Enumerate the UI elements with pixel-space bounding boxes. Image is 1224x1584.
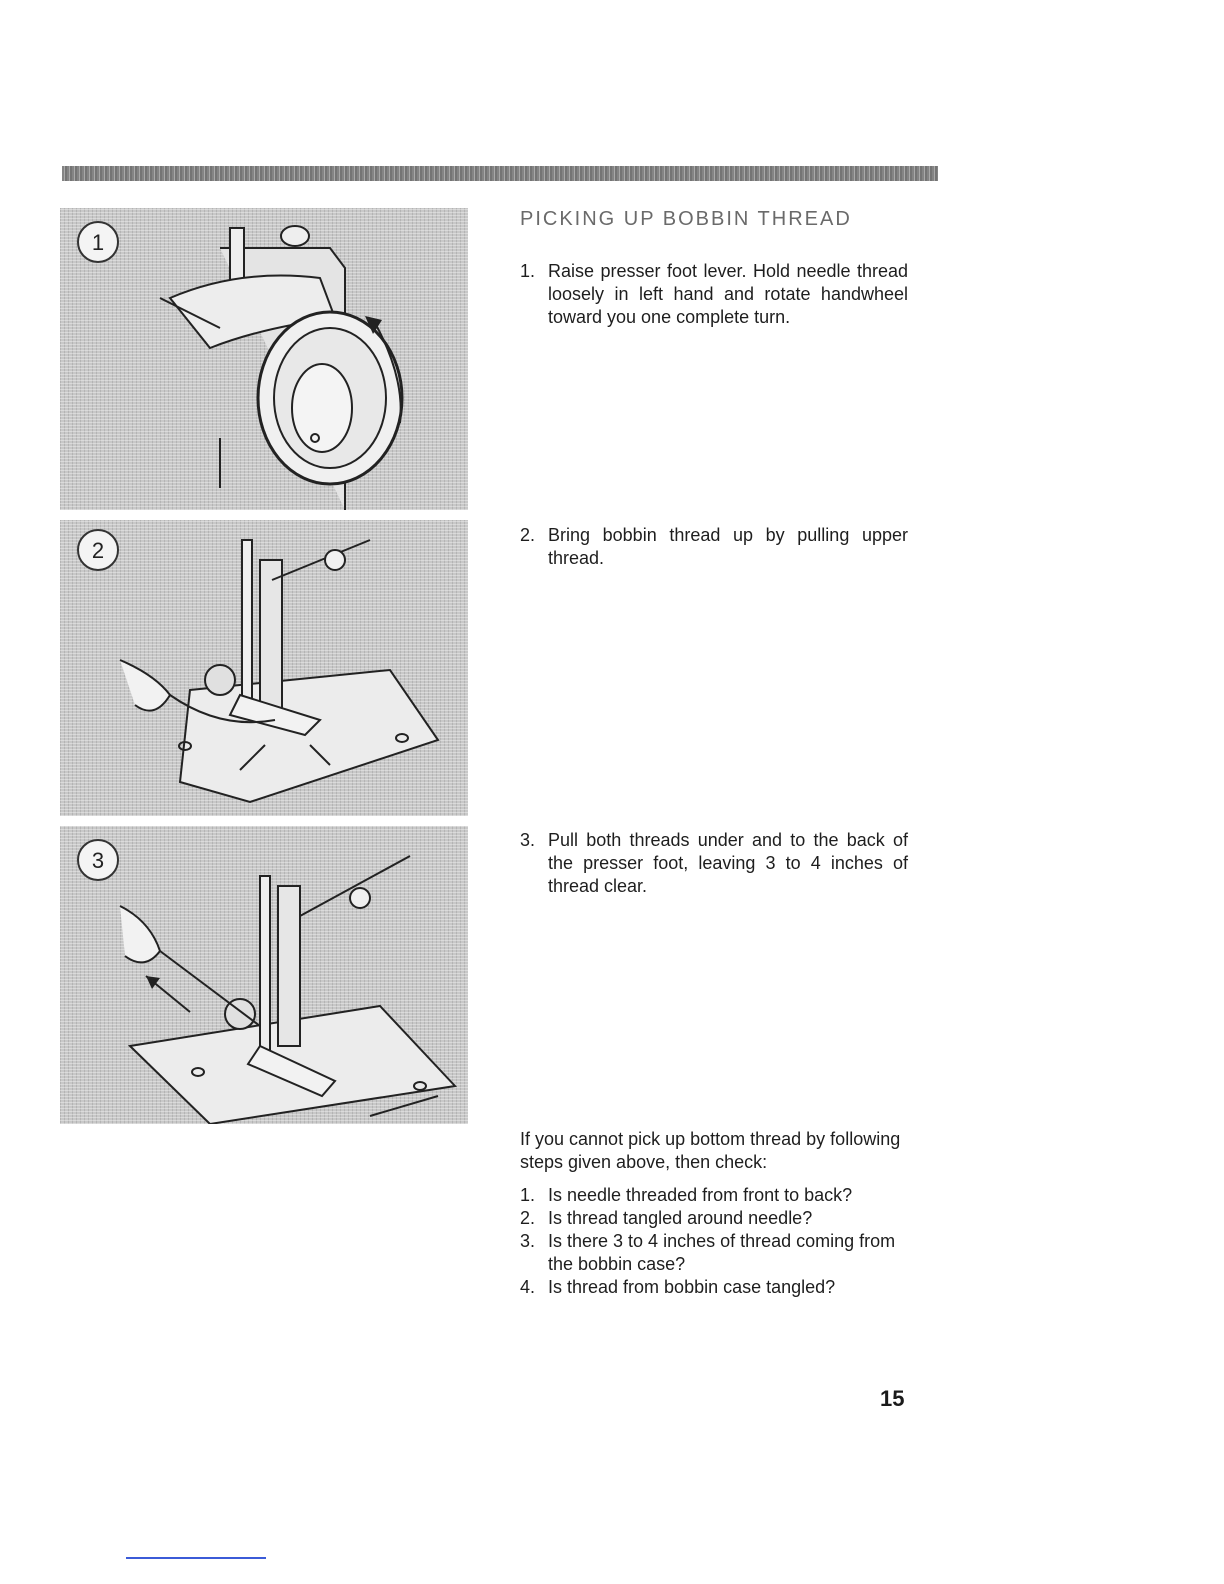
step-1-text: Raise presser foot lever. Hold needle thread loosely in left hand and rotate handwheel toward you one complete turn. <box>548 261 908 327</box>
figure-1-label: 1 <box>91 230 105 255</box>
check-item-number: 2. <box>520 1208 536 1228</box>
check-item-text: Is thread from bobbin case tangled? <box>548 1277 836 1297</box>
step-1 <box>520 260 908 329</box>
figure-2-bobbin-thread-illustration <box>60 520 468 816</box>
figure-2-number-circle <box>60 520 468 816</box>
check-item-number: 1. <box>520 1185 536 1205</box>
header-rule <box>62 166 938 181</box>
page-number: 15 <box>880 1386 905 1411</box>
figure-2-label: 2 <box>91 538 105 563</box>
figure-1-number-circle <box>60 208 468 510</box>
troubleshooting-note: If you cannot pick up bottom thread by following steps given above, then check: <box>520 1129 901 1172</box>
check-item-text: Is thread tangled around needle? <box>548 1208 813 1228</box>
figure-1-handwheel-illustration <box>60 208 468 510</box>
figure-3-threads-back-illustration <box>60 826 468 1124</box>
step-3-text: Pull both threads under and to the back of the presser foot, leaving 3 to 4 inches of thread clear. <box>548 830 908 896</box>
check-item <box>520 1207 920 1230</box>
check-item <box>520 1276 920 1299</box>
check-item <box>520 1184 920 1207</box>
troubleshooting-checklist <box>520 1184 920 1299</box>
check-item-number: 3. <box>520 1231 536 1251</box>
section-heading: PICKING UP BOBBIN THREAD <box>520 208 852 230</box>
figure-3-number-circle <box>60 826 468 1124</box>
step-2 <box>520 524 908 570</box>
step-2-number: 2. <box>520 525 536 545</box>
step-3-number: 3. <box>520 830 536 850</box>
step-3 <box>520 829 908 898</box>
step-1-number: 1. <box>520 261 536 281</box>
footer-divider <box>126 1557 266 1559</box>
figure-3-label: 3 <box>91 848 105 873</box>
check-item-text: Is there 3 to 4 inches of thread coming from the bobbin case? <box>548 1231 896 1274</box>
check-item <box>520 1230 920 1276</box>
step-2-text: Bring bobbin thread up by pulling upper thread. <box>548 525 908 568</box>
check-item-number: 4. <box>520 1277 536 1297</box>
check-item-text: Is needle threaded from front to back? <box>548 1185 853 1205</box>
